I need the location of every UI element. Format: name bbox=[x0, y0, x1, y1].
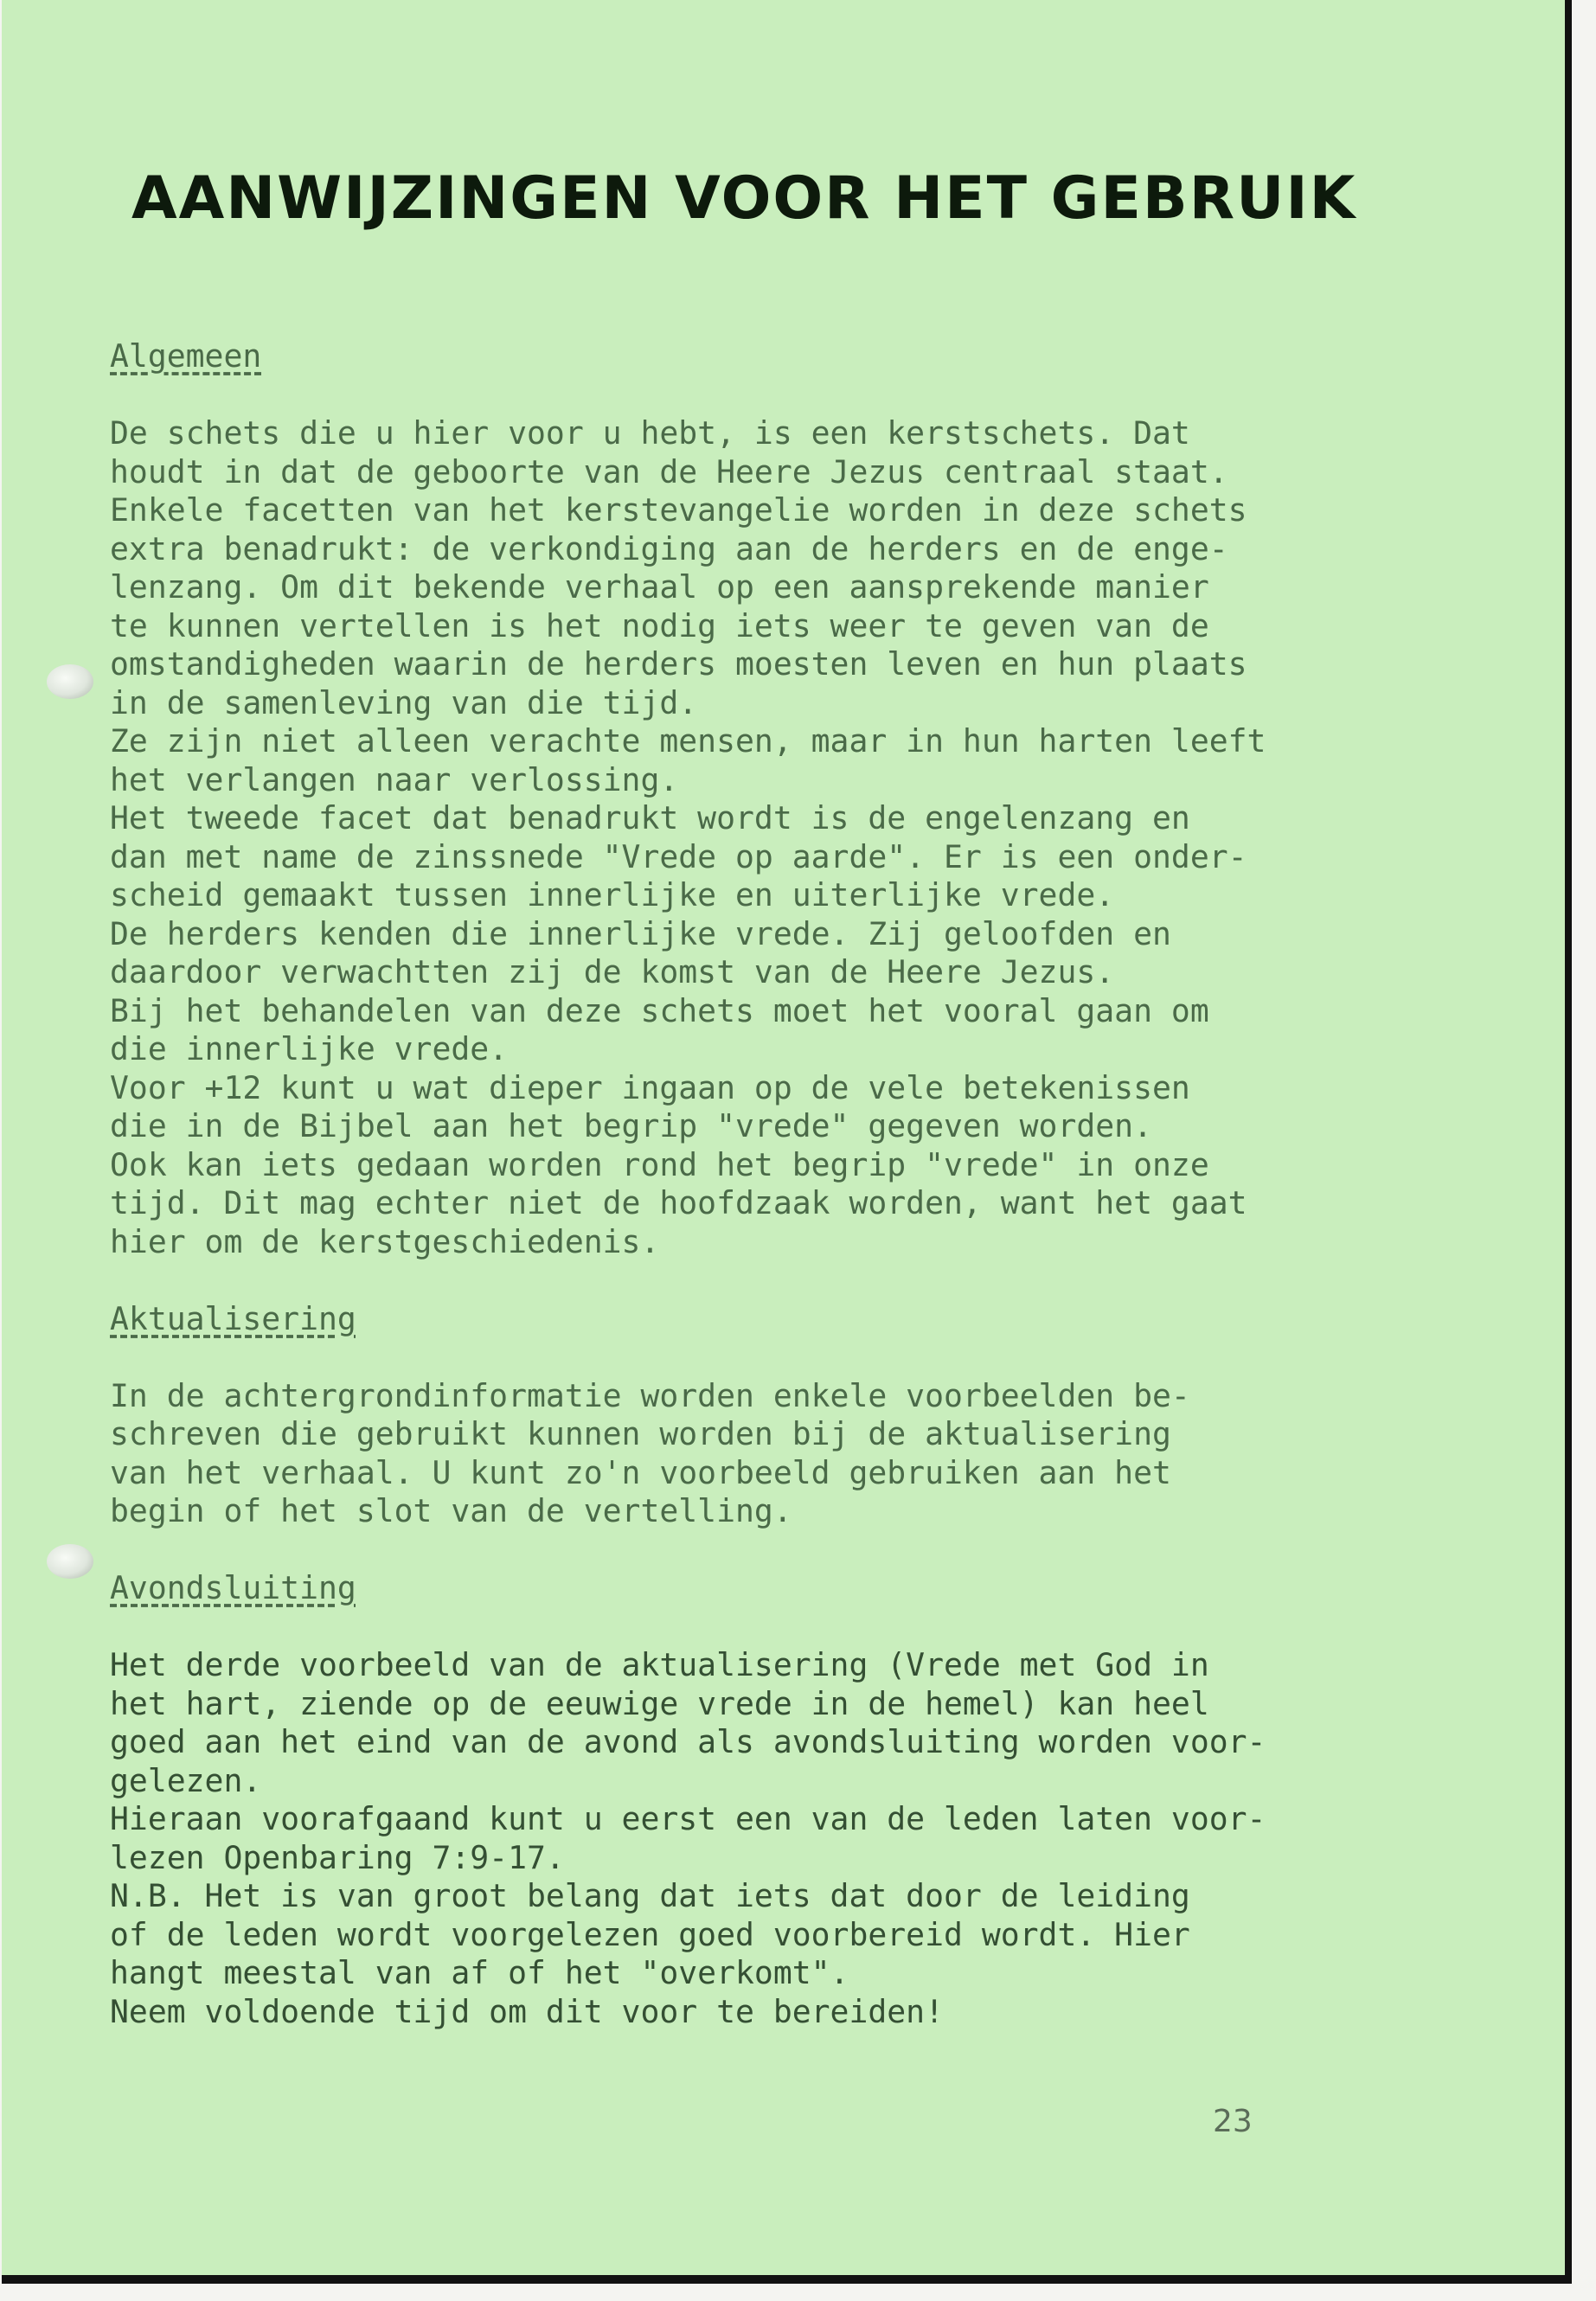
section-avondsluiting bbox=[110, 1569, 1321, 2031]
paragraph: De schets die u hier voor u hebt, is een kerstschets. Dat houdt in dat de geboorte van de Heere Jezus centraal staat. Enkele facetten van het kerstevangelie worden in deze schets extra benadrukt: de verkondiging aan de herders en de enge- lenzang. Om dit bekende verhaal op een aansprekende manier te kunnen vertellen is het nodig iets weer te geven van de omstandigheden waarin de herders moesten leven en hun plaats in de samenleving van die tijd. bbox=[110, 414, 1247, 721]
section-heading: Avondsluiting bbox=[110, 1569, 356, 1606]
page-title: AANWIJZINGEN VOOR HET GEBRUIK bbox=[131, 164, 1357, 233]
document-body bbox=[110, 337, 1321, 2070]
paragraph: In de achtergrondinformatie worden enkele voorbeelden be- schreven die gebruikt kunnen worden bij de aktualisering van het verhaal. U kunt zo'n voorbeeld gebruiken aan het begin of het slot van de vertelling. bbox=[110, 1376, 1190, 1529]
punch-hole-icon bbox=[47, 1544, 93, 1579]
section-algemeen bbox=[110, 337, 1321, 1261]
section-heading: Algemeen bbox=[110, 337, 262, 375]
page-number: 23 bbox=[1213, 2104, 1253, 2139]
paragraph: Ook kan iets gedaan worden rond het begrip "vrede" in onze tijd. Dit mag echter niet de hoofdzaak worden, want het gaat hier om de kerstgeschiedenis. bbox=[110, 1145, 1247, 1260]
paragraph: Neem voldoende tijd om dit voor te bereiden! bbox=[110, 1992, 944, 2030]
paragraph: Bij het behandelen van deze schets moet het vooral gaan om die innerlijke vrede. bbox=[110, 991, 1209, 1067]
section-heading: Aktualisering bbox=[110, 1299, 356, 1337]
paragraph: N.B. Het is van groot belang dat iets dat door de leiding of de leden wordt voorgelezen goed voorbereid wordt. Hier hangt meestal van af of het "overkomt". bbox=[110, 1877, 1190, 1991]
paragraph: Het tweede facet dat benadrukt wordt is de engelenzang en dan met name de zinssnede "Vrede op aarde". Er is een onder- scheid gemaakt tussen innerlijke en uiterlijke vrede. bbox=[110, 799, 1247, 913]
section-aktualisering bbox=[110, 1300, 1321, 1531]
paragraph: Het derde voorbeeld van de aktualisering (Vrede met God in het hart, ziende op de eeuwige vrede in de hemel) kan heel goed aan het eind van de avond als avondsluiting worden voor- gelezen. bbox=[110, 1646, 1266, 1799]
paragraph: De herders kenden die innerlijke vrede. Zij geloofden en daardoor verwachtten zij de komst van de Heere Jezus. bbox=[110, 914, 1171, 990]
punch-hole-icon bbox=[47, 664, 93, 699]
paragraph: Voor +12 kunt u wat dieper ingaan op de vele betekenissen die in de Bijbel aan het begrip "vrede" gegeven worden. bbox=[110, 1068, 1190, 1144]
paragraph: Ze zijn niet alleen verachte mensen, maar in hun harten leeft het verlangen naar verlossing. bbox=[110, 722, 1266, 798]
document-page bbox=[2, 0, 1572, 2284]
paragraph: Hieraan voorafgaand kunt u eerst een van de leden laten voor- lezen Openbaring 7:9-17. bbox=[110, 1800, 1266, 1876]
